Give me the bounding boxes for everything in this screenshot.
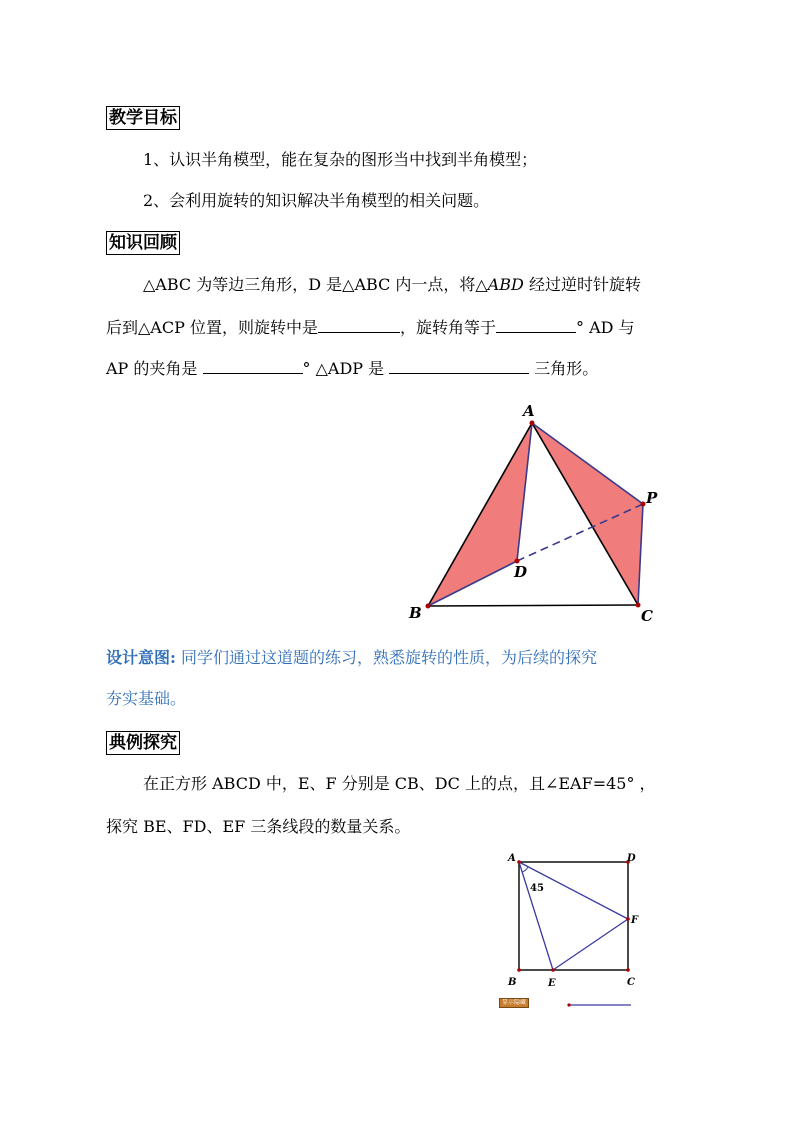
review-text: ° AD 与 — [575, 318, 635, 337]
label-c: C — [627, 977, 635, 988]
segment-ae — [519, 862, 553, 970]
review-text: 后到△ACP 位置，则旋转中是 — [106, 318, 318, 337]
point-a — [517, 860, 521, 864]
review-text: 三角形。 — [529, 359, 599, 378]
label-a: A — [508, 853, 516, 864]
review-text: 经过逆时针旋转 — [523, 275, 641, 294]
answer-blank-included-angle[interactable] — [203, 357, 303, 374]
label-e: E — [548, 978, 556, 989]
review-triangle-name: ABD — [487, 275, 524, 294]
point-a — [530, 421, 535, 426]
label-p: P — [646, 489, 658, 507]
edge-bc — [428, 605, 638, 606]
rotation-figure — [400, 398, 670, 628]
explore-heading: 典例探究 — [106, 731, 180, 755]
design-intent-line-1 — [106, 647, 597, 669]
review-line-1 — [143, 274, 641, 296]
point-f — [626, 917, 630, 921]
point-c — [626, 968, 630, 972]
review-text: △ABC 为等边三角形，D 是△ABC 内一点，将△ — [143, 275, 488, 294]
answer-blank-center[interactable] — [318, 316, 400, 333]
point-b — [517, 968, 521, 972]
review-line-3 — [106, 357, 598, 380]
answer-blank-angle[interactable] — [496, 316, 576, 333]
review-text: ，旋转角等于 — [399, 318, 496, 337]
point-p — [641, 502, 646, 507]
point-c — [636, 603, 641, 608]
design-intent-label: 设计意图: — [106, 648, 176, 667]
explore-line-2: 探究 BE、FD、EF 三条线段的数量关系。 — [106, 817, 411, 836]
toggle-display-button[interactable]: 显示隐藏 — [499, 998, 529, 1008]
slider-handle[interactable] — [567, 1003, 570, 1006]
review-text: ° △ADP 是 — [302, 359, 390, 378]
design-intent-line-2: 夯实基础。 — [106, 689, 187, 708]
label-f: F — [631, 915, 639, 926]
label-b: B — [508, 977, 517, 988]
square-figure — [495, 848, 645, 1013]
segment-ef — [553, 919, 628, 970]
label-a: A — [523, 402, 535, 420]
goal-2: 2、会利用旋转的知识解决半角模型的相关问题。 — [143, 191, 490, 210]
label-c: C — [641, 607, 653, 625]
point-e — [551, 968, 555, 972]
point-b — [426, 604, 431, 609]
goal-1: 1、认识半角模型，能在复杂的图形当中找到半角模型； — [143, 150, 538, 169]
label-d: D — [627, 853, 636, 864]
angle-label: 45 — [530, 883, 544, 894]
review-heading: 知识回顾 — [106, 231, 180, 255]
design-intent-text: 同学们通过这道题的练习，熟悉旋转的性质，为后续的探究 — [175, 648, 598, 667]
review-text: AP 的夹角是 — [106, 359, 203, 378]
label-d: D — [514, 563, 528, 581]
label-b: B — [409, 604, 422, 622]
answer-blank-triangle-type[interactable] — [389, 357, 529, 374]
goals-heading: 教学目标 — [106, 106, 180, 130]
review-line-2 — [106, 316, 635, 339]
angle-mark — [522, 867, 528, 872]
explore-line-1: 在正方形 ABCD 中，E、F 分别是 CB、DC 上的点，且∠EAF=45° ， — [143, 774, 656, 793]
